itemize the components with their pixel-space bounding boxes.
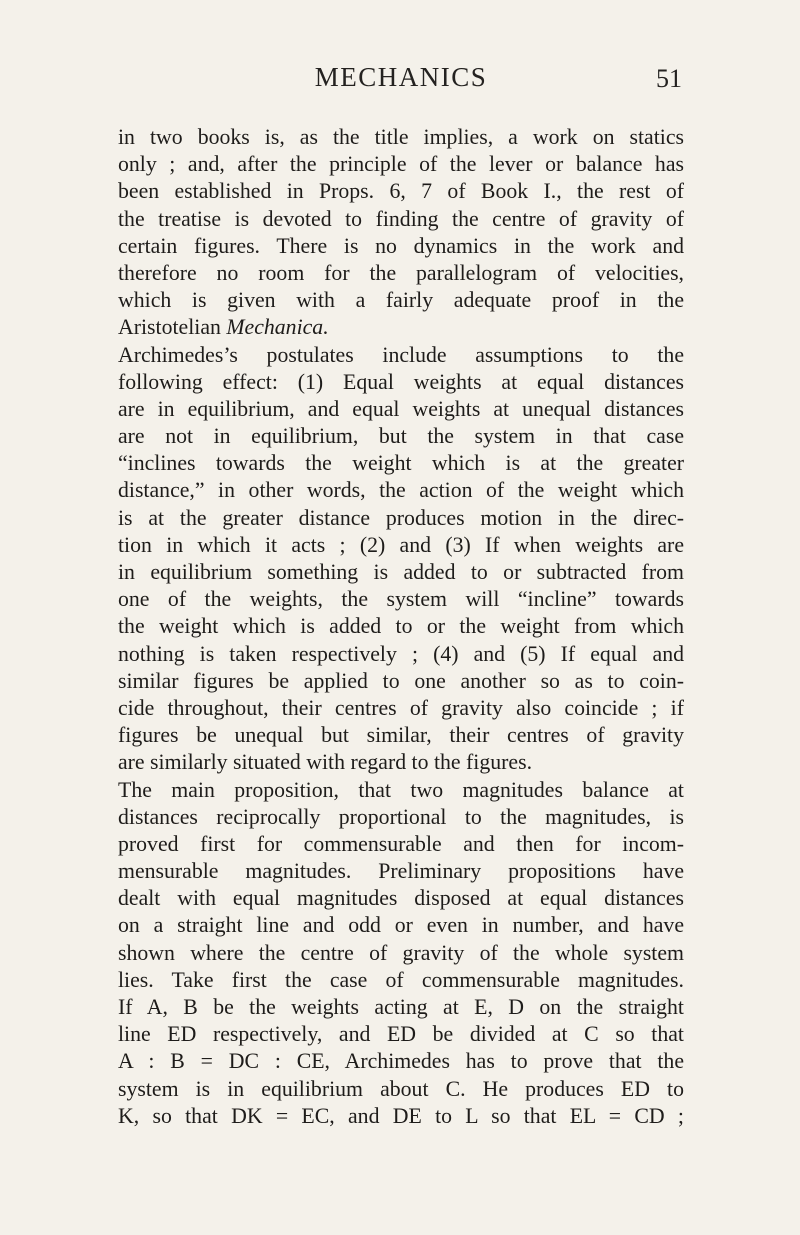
running-title: MECHANICS	[314, 62, 488, 92]
text-line: is at the greater distance produces motion in the direc-	[118, 505, 684, 530]
text-line: mensurable magnitudes. Preliminary propositions have	[118, 859, 684, 884]
text-line: cide throughout, their centres of gravity also coincide ; if	[118, 695, 684, 720]
text-line: figures be unequal but similar, their centres of gravity	[118, 723, 684, 748]
text-line: A : B = DC : CE, Archimedes has to prove that the	[118, 1049, 684, 1074]
text-line: only ; and, after the principle of the lever or balance has	[118, 152, 684, 177]
text-line: which is given with a fairly adequate proof in the	[118, 288, 684, 313]
text-line: one of the weights, the system will “incline” towards	[118, 587, 684, 612]
text-line: proved first for commensurable and then for incom-	[118, 831, 684, 856]
text-line: shown where the centre of gravity of the whole system	[118, 940, 684, 965]
text-line: certain figures. There is no dynamics in the work and	[118, 233, 684, 258]
text-line: Aristotelian Mechanica.	[118, 315, 329, 340]
text-line: on a straight line and odd or even in number, and have	[118, 913, 684, 938]
text-line: K, so that DK = EC, and DE to L so that EL = CD ;	[118, 1103, 684, 1128]
text-line: in equilibrium something is added to or subtracted from	[118, 560, 684, 584]
running-head	[120, 62, 682, 102]
text-line: tion in which it acts ; (2) and (3) If when weights are	[118, 532, 684, 557]
text-line: lies. Take first the case of commensurable magnitudes.	[118, 967, 684, 992]
text-line: line ED respectively, and ED be divided at C so that	[118, 1022, 684, 1047]
italic-title: Mechanica.	[226, 315, 329, 340]
text-line: The main proposition, that two magnitudes balance at	[118, 777, 684, 802]
text-line: in two books is, as the title implies, a work on statics	[118, 125, 684, 149]
text-line: system is in equilibrium about C. He produces ED to	[118, 1076, 684, 1101]
text-line: are not in equilibrium, but the system in that case	[118, 424, 684, 449]
text-line: the weight which is added to or the weight from which	[118, 614, 684, 639]
text-line: nothing is taken respectively ; (4) and (5) If equal and	[118, 641, 684, 666]
page-number: 51	[656, 64, 682, 93]
text-line: therefore no room for the parallelogram of velocities,	[118, 260, 684, 285]
text-line: “inclines towards the weight which is at the greater	[118, 451, 684, 476]
text-line: following effect: (1) Equal weights at equal distances	[118, 369, 684, 394]
text-line: distance,” in other words, the action of the weight which	[118, 478, 684, 503]
text-line: similar figures be applied to one another so as to coin-	[118, 668, 684, 693]
text-line: If A, B be the weights acting at E, D on the straight	[118, 995, 684, 1019]
text-line: dealt with equal magnitudes disposed at equal distances	[118, 886, 684, 911]
text-line: been established in Props. 6, 7 of Book I., the rest of	[118, 179, 684, 204]
text-line: are similarly situated with regard to the figures.	[118, 750, 533, 775]
body-text	[118, 124, 684, 1130]
text-line: distances reciprocally proportional to the magnitudes, is	[118, 804, 684, 829]
text-line: Archimedes’s postulates include assumptions to the	[118, 342, 684, 367]
text-line: are in equilibrium, and equal weights at unequal distances	[118, 396, 684, 421]
text-line: the treatise is devoted to finding the centre of gravity of	[118, 206, 684, 231]
